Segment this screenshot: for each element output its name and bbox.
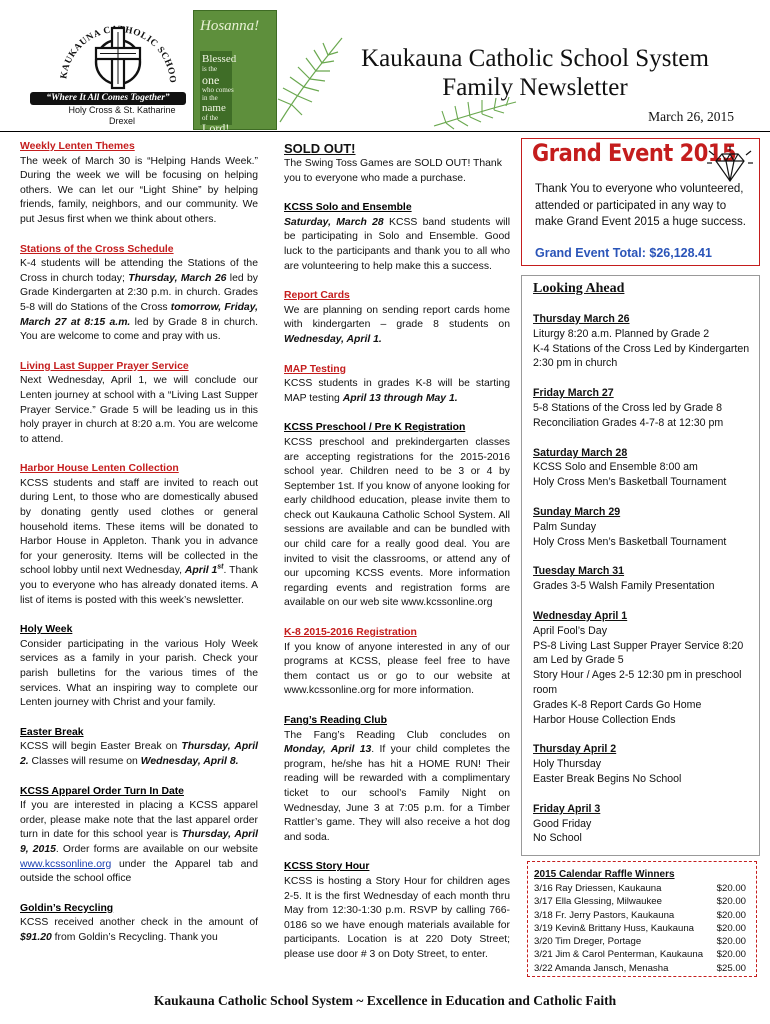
raffle-amount: $25.00	[716, 962, 746, 974]
calendar-event: April Fool’s Day	[533, 624, 607, 637]
raffle-winner: 3/19 Kevin& Brittany Huss, Kaukauna	[534, 922, 694, 934]
motto-banner: “Where It All Comes Together”	[30, 92, 186, 105]
raffle-winner: 3/16 Ray Driessen, Kaukauna	[534, 883, 662, 894]
raffle-winners-box	[527, 861, 757, 977]
raffle-row	[534, 922, 746, 935]
calendar-day-heading: Sunday March 29	[533, 505, 621, 518]
preschool-heading: KCSS Preschool / Pre K Registration	[284, 422, 466, 434]
masthead	[300, 44, 734, 125]
calendar-event: Liturgy 8:20 a.m. Planned by Grade 2	[533, 327, 710, 340]
grand-event-total: Grand Event Total: $26,128.41	[535, 246, 712, 260]
story-hour-text: KCSS is hosting a Story Hour for children ages 2-5. It is the first Wednesday of each month thru May from 12:30-1:30 p.m. RSVP by calling 766-0186 so we have enough materials available for participants. Location is at 220 Doty Street; please use door # 3 on Doty Street, to enter.	[284, 875, 510, 960]
solo-ensemble-heading: KCSS Solo and Ensemble	[284, 202, 412, 214]
calendar-event: Reconciliation Grades 4-7-8 at 12:30 pm	[533, 416, 724, 429]
raffle-row	[534, 895, 746, 908]
looking-ahead-title: Looking Ahead	[533, 281, 625, 296]
grand-event-box	[521, 138, 760, 266]
column-left	[20, 140, 258, 961]
holy-week-text: Consider participating in the various Holy Week services as a family in your parish. Check your parish bulletins for the various times of the services. What an inspiring way to complete our Lenten journey with Christ and your family.	[20, 638, 258, 709]
registration-text: If you know of anyone interested in any of our programs at KCSS, please feel free to have them contact us or go to our website at www.kcssonline.org for more information.	[284, 641, 510, 697]
calendar-day	[533, 505, 755, 549]
logo-arc-text: KAUKAUNA C HOLIC SCHOO	[59, 25, 178, 84]
column-middle	[284, 140, 510, 978]
lenten-themes-text: The week of March 30 is “Helping Hands Week.” During the week we will be focusing on helping others. We can let our “Light Shine” by helping friends, family, neighbors, and our community. We put Jesus first when we think about others.	[20, 155, 258, 225]
lenten-themes-heading: Weekly Lenten Themes	[20, 141, 135, 152]
calendar-event: Palm Sunday	[533, 520, 597, 533]
calendar-day-heading: Thursday April 2	[533, 743, 617, 756]
sold-out-text: The Swing Toss Games are SOLD OUT! Thank you to everyone who made a purchase.	[284, 158, 502, 184]
newsletter-title-line1: Kaukauna Catholic School System	[361, 45, 709, 72]
calendar-day-heading: Saturday March 28	[533, 446, 628, 459]
raffle-row	[534, 948, 746, 961]
calendar-list	[533, 312, 755, 861]
raffle-title: 2015 Calendar Raffle Winners	[534, 869, 675, 880]
raffle-row	[534, 962, 746, 975]
fangs-reading-heading: Fang’s Reading Club	[284, 715, 387, 726]
sold-out-heading: SOLD OUT!	[284, 141, 356, 156]
calendar-day-heading: Friday March 27	[533, 387, 614, 400]
map-testing-text: KCSS students in grades K-8 will be starting MAP testing April 13 through May 1.	[284, 378, 510, 404]
diamond-icon	[706, 145, 754, 185]
calendar-day-heading: Wednesday April 1	[533, 609, 628, 622]
raffle-winner: 3/18 Fr. Jerry Pastors, Kaukauna	[534, 909, 675, 921]
report-cards-text: We are planning on sending report cards home with kindergarten – grade 8 students on Wednesday, April 1.	[284, 304, 510, 345]
raffle-amount: $20.00	[716, 896, 746, 908]
raffle-amount: $20.00	[716, 949, 746, 961]
calendar-event: No School	[533, 832, 582, 845]
apparel-text: If you are interested in placing a KCSS apparel order, please make note that the last apparel order turn in date for this school year is Thursday, April 9, 2015. Order forms are available on our website www.kcssonline.org under the Apparel tab and outside the school office	[20, 800, 258, 885]
harbor-house-heading: Harbor House Lenten Collection	[20, 463, 179, 475]
calendar-day-heading: Tuesday March 31	[533, 565, 625, 578]
hosanna-card	[193, 10, 277, 136]
raffle-amount: $20.00	[716, 936, 746, 948]
apparel-heading: KCSS Apparel Order Turn In Date	[20, 785, 184, 797]
easter-break-heading: Easter Break	[20, 726, 84, 738]
holy-week-heading: Holy Week	[20, 624, 73, 636]
solo-ensemble-text: Saturday, March 28 KCSS band students will be participating in Solo and Ensemble. Good luck to the participants and thank you to all who are volunteering to help make this a success.	[284, 216, 510, 272]
harbor-house-text: KCSS students and staff are invited to reach out during Lent, to those who are domestically abused by donating gently used clothes or general household items. These items will be donated to Harbor House in Appleton. Thank you in advance for your generosity. Items will be collected in the school lobby until next Wednesday, April 1st. Thank you to everyone who has already donated items. A list of items is posted with this week’s newsletter.	[20, 477, 259, 606]
raffle-list	[534, 882, 746, 975]
calendar-day-heading: Thursday March 26	[533, 313, 630, 325]
calendar-event: Grades 3-5 Walsh Family Presentation	[533, 580, 715, 593]
calendar-event: Story Hour / Ages 2-5 12:30 pm in preschool room	[533, 669, 742, 696]
grand-event-thanks: Thank You to everyone who volunteered, attended or participated in any way to make Grand Event 2015 a huge success.	[535, 183, 746, 228]
parishes-line: Holy Cross & St. Katharine Drexel	[68, 105, 176, 126]
calendar-event: Holy Cross Men’s Basketball Tournament	[533, 535, 727, 548]
footer-tagline: Kaukauna Catholic School System ~ Excellence in Education and Catholic Faith	[153, 993, 617, 1008]
calendar-day	[533, 564, 755, 594]
calendar-day	[533, 312, 755, 371]
raffle-row	[534, 882, 746, 895]
raffle-winner: 3/22 Amanda Jansch, Menasha	[534, 962, 669, 974]
registration-heading: K-8 2015-2016 Registration	[284, 627, 417, 639]
calendar-event: KCSS Solo and Ensemble 8:00 am	[533, 461, 698, 474]
calendar-day	[533, 446, 755, 490]
calendar-event: 5-8 Stations of the Cross led by Grade 8	[533, 401, 723, 414]
raffle-row	[534, 909, 746, 922]
raffle-amount: $20.00	[716, 909, 746, 921]
raffle-winner: 3/21 Jim & Carol Penterman, Kaukauna	[534, 949, 704, 961]
calendar-event: Grades K-8 Report Cards Go Home	[533, 698, 702, 711]
raffle-amount: $20.00	[716, 922, 746, 934]
last-supper-text: Next Wednesday, April 1, we will conclude our Lenten journey at school with a “Living Last Supper Prayer Service.” Grade 5 will be leading us in this holy prayer in church at 8:20 a.m. You are welcome to attend.	[20, 375, 258, 445]
preschool-text: KCSS preschool and prekindergarten classes are accepting registrations for the 2015-2016 school year. Children need to be 3 or 4 by September 1st. If you know of anyone looking for early childhood education, please invite them to check out Kaukauna Catholic School System. All sessions are available and can be bundled with our child care for a really good deal. You are invited to visit the classrooms, or attend any of our upcoming KCSS events. More information regarding events and registration forms are available on our web site www.kcssonline.org	[284, 436, 510, 609]
blessed-verse: Blessed is the one who comes in the name of the Lord!	[202, 53, 237, 136]
website-link[interactable]: www.kcssonline.org	[20, 858, 112, 870]
raffle-winner: 3/17 Ella Glessing, Milwaukee	[534, 896, 662, 908]
map-testing-heading: MAP Testing	[284, 363, 346, 375]
header-rule	[0, 131, 770, 132]
stations-text: K-4 students will be attending the Stations of the Cross in church today; Thursday, March 26 led by Grade Kindergarten at 2:30 p.m. in church. Grades 5-8 will do Stations of the Cross tomorrow, Friday, March 27 at 8:15 a.m. led by Grade 8 in church. You are welcome to come and pray with us.	[20, 258, 258, 343]
stations-heading: Stations of the Cross Schedule	[20, 243, 174, 255]
calendar-day-heading: Friday April 3	[533, 802, 601, 815]
calendar-event: K-4 Stations of the Cross Led by Kindergarten 2:30 pm in church	[533, 342, 750, 370]
calendar-day	[533, 609, 755, 727]
calendar-event: Harbor House Collection Ends	[533, 713, 676, 726]
recycling-heading: Goldin’s Recycling	[20, 902, 114, 914]
easter-break-text: KCSS will begin Easter Break on Thursday, April 2. Classes will resume on Wednesday, April 8.	[20, 741, 258, 767]
newsletter-title-line2: Family Newsletter	[442, 74, 628, 101]
grand-event-title: Grand Event 2015	[532, 139, 737, 167]
story-hour-heading: KCSS Story Hour	[284, 861, 370, 873]
calendar-event: Easter Break Begins No School	[533, 772, 682, 785]
raffle-winner: 3/20 Tim Dreger, Portage	[534, 936, 642, 948]
hosanna-title: Hosanna!	[200, 18, 260, 34]
issue-date: March 26, 2015	[648, 109, 734, 124]
raffle-amount: $20.00	[716, 883, 746, 894]
calendar-day	[533, 742, 755, 786]
calendar-event: PS-8 Living Last Supper Prayer Service 8:20 am Led by Grade 5	[533, 639, 744, 667]
calendar-event: Holy Cross Men’s Basketball Tournament	[533, 476, 727, 489]
calendar-day	[533, 802, 755, 846]
recycling-text: KCSS received another check in the amount of $91.20 from Goldin’s Recycling. Thank you	[20, 917, 258, 943]
calendar-event: Holy Thursday	[533, 758, 602, 771]
looking-ahead-box	[521, 275, 760, 856]
calendar-event: Good Friday	[533, 817, 592, 830]
raffle-row	[534, 935, 746, 948]
fangs-reading-text: The Fang’s Reading Club concludes on Monday, April 13. If your child completes the program, he/she has hit a HOME RUN! Their reading will be rewarded with a complimentary ticket to our school’s Family Night on Wednesday, June 3 at 7:05 p.m. for a Timber Rattler’s game. They will also receive a hot dog and soda.	[284, 729, 511, 843]
calendar-day	[533, 386, 755, 430]
report-cards-heading: Report Cards	[284, 290, 350, 302]
last-supper-heading: Living Last Supper Prayer Service	[20, 360, 189, 372]
